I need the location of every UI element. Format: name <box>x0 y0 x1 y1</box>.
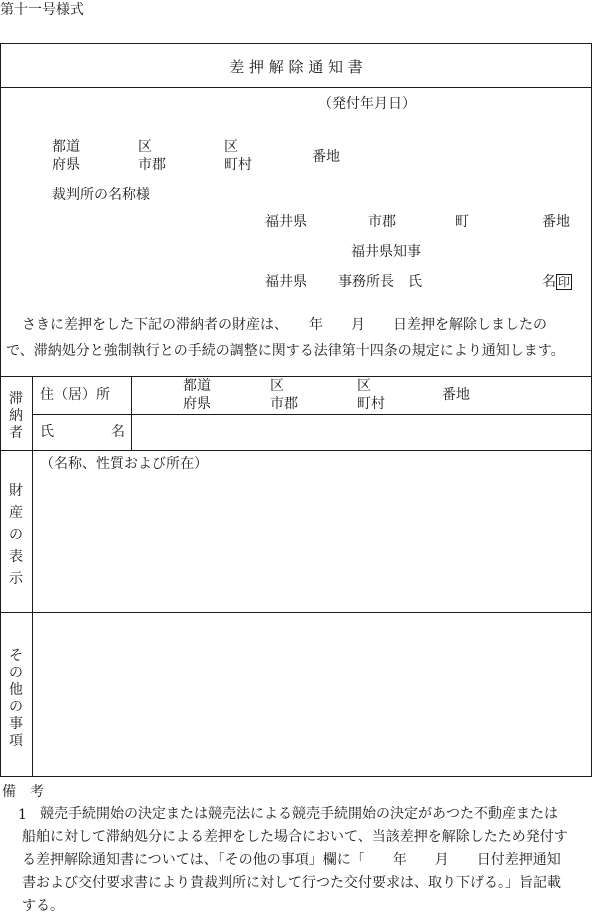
taxpayer-ku2-top: 区 <box>357 378 371 394</box>
sender-banchi: 番地 <box>542 214 570 230</box>
property-field[interactable] <box>33 476 591 612</box>
taxpayer-pref-top: 都道 <box>183 378 211 394</box>
property-char: 表 <box>9 549 23 565</box>
taxpayer-col-divider <box>32 376 33 450</box>
addressee-banchi: 番地 <box>312 149 340 165</box>
notes-item-line-3: る差押解除通知書については、「その他の事項」欄に「 年 月 日付差押通知 <box>22 852 561 868</box>
notes-item-line-5: する。 <box>22 898 64 914</box>
frame-top <box>0 43 592 44</box>
sender-town: 町 <box>455 214 469 230</box>
title-divider <box>0 87 592 88</box>
sender-name-label <box>542 274 572 292</box>
property-char: 示 <box>9 571 23 587</box>
taxpayer-row-divider <box>32 414 592 415</box>
taxpayer-town-bottom: 町村 <box>357 396 385 412</box>
taxpayer-label-divider <box>131 376 132 450</box>
other-char: の <box>9 699 23 715</box>
other-section-label <box>0 648 32 750</box>
other-char: 項 <box>9 733 23 749</box>
sender-city-district: 市郡 <box>368 214 396 230</box>
taxpayer-char: 者 <box>9 424 23 441</box>
taxpayer-gun-bottom: 市郡 <box>270 396 298 412</box>
other-char: 他 <box>9 682 23 698</box>
property-char: 産 <box>9 505 23 521</box>
other-char: 事 <box>9 716 23 732</box>
other-char: そ <box>9 648 23 664</box>
notes-heading: 備 考 <box>2 784 44 800</box>
addressee-gun-bottom: 市郡 <box>138 157 166 173</box>
sender-fukui-pref-2: 福井県 <box>265 274 307 290</box>
notes-item-line-4: 書および交付要求書により貴裁判所に対して行つた交付要求は、取り下げる。」旨記載 <box>22 875 561 891</box>
name-label-first: 氏 <box>40 424 54 440</box>
body-text-line-2: で、滞納処分と強制執行との手続の調整に関する法律第十四条の規定により通知します。 <box>6 343 565 359</box>
other-char: の <box>9 665 23 681</box>
notice-divider <box>0 376 592 377</box>
addressee-pref-top: 都道 <box>52 139 80 155</box>
taxpayer-ku-top: 区 <box>270 378 284 394</box>
form-number: 第十一号様式 <box>0 2 84 18</box>
notes-item-line-1: 競売手続開始の決定または競売法による競売手続開始の決定があつた不動産または <box>40 806 558 822</box>
property-char: 財 <box>9 483 23 499</box>
property-hint: （名称、性質および所在） <box>40 456 208 472</box>
name-label-second: 名 <box>111 424 125 440</box>
seal-mark: 印 <box>558 275 571 289</box>
address-label: 住（居）所 <box>40 387 110 403</box>
issue-date-label: （発付年月日） <box>318 96 416 112</box>
taxpayer-char: 滞 <box>9 391 23 407</box>
addressee-town-bottom: 町村 <box>224 157 252 173</box>
property-char: の <box>9 527 23 543</box>
notes-item-number: 1 <box>18 807 27 823</box>
notes-item-line-2: 船舶に対して滞納処分による差押をした場合において、当該差押を解除したため発付す <box>22 829 568 845</box>
addressee-ku2-top: 区 <box>224 139 238 155</box>
office-chief-label: 事務所長 氏 <box>338 274 422 290</box>
name-char: 名 <box>542 274 556 290</box>
taxpayer-section-label <box>0 391 32 441</box>
frame-bottom <box>0 776 592 777</box>
taxpayer-char: 納 <box>9 407 23 424</box>
form-title: 差 押 解 除 通 知 書 <box>229 58 363 76</box>
property-section-label <box>0 480 32 590</box>
taxpayer-pref-bottom: 府県 <box>183 396 211 412</box>
governor-title: 福井県知事 <box>351 244 421 260</box>
sender-fukui-pref: 福井県 <box>265 214 307 230</box>
other-field[interactable] <box>33 613 591 776</box>
addressee-pref-bottom: 府県 <box>52 157 80 173</box>
body-text-line-1: さきに差押をした下記の滞納者の財産は、 年 月 日差押を解除しましたの <box>22 317 547 333</box>
court-name: 裁判所の名称様 <box>52 187 150 203</box>
addressee-ku-top: 区 <box>138 139 152 155</box>
taxpayer-banchi: 番地 <box>442 387 470 403</box>
taxpayer-section-bottom <box>0 450 592 451</box>
